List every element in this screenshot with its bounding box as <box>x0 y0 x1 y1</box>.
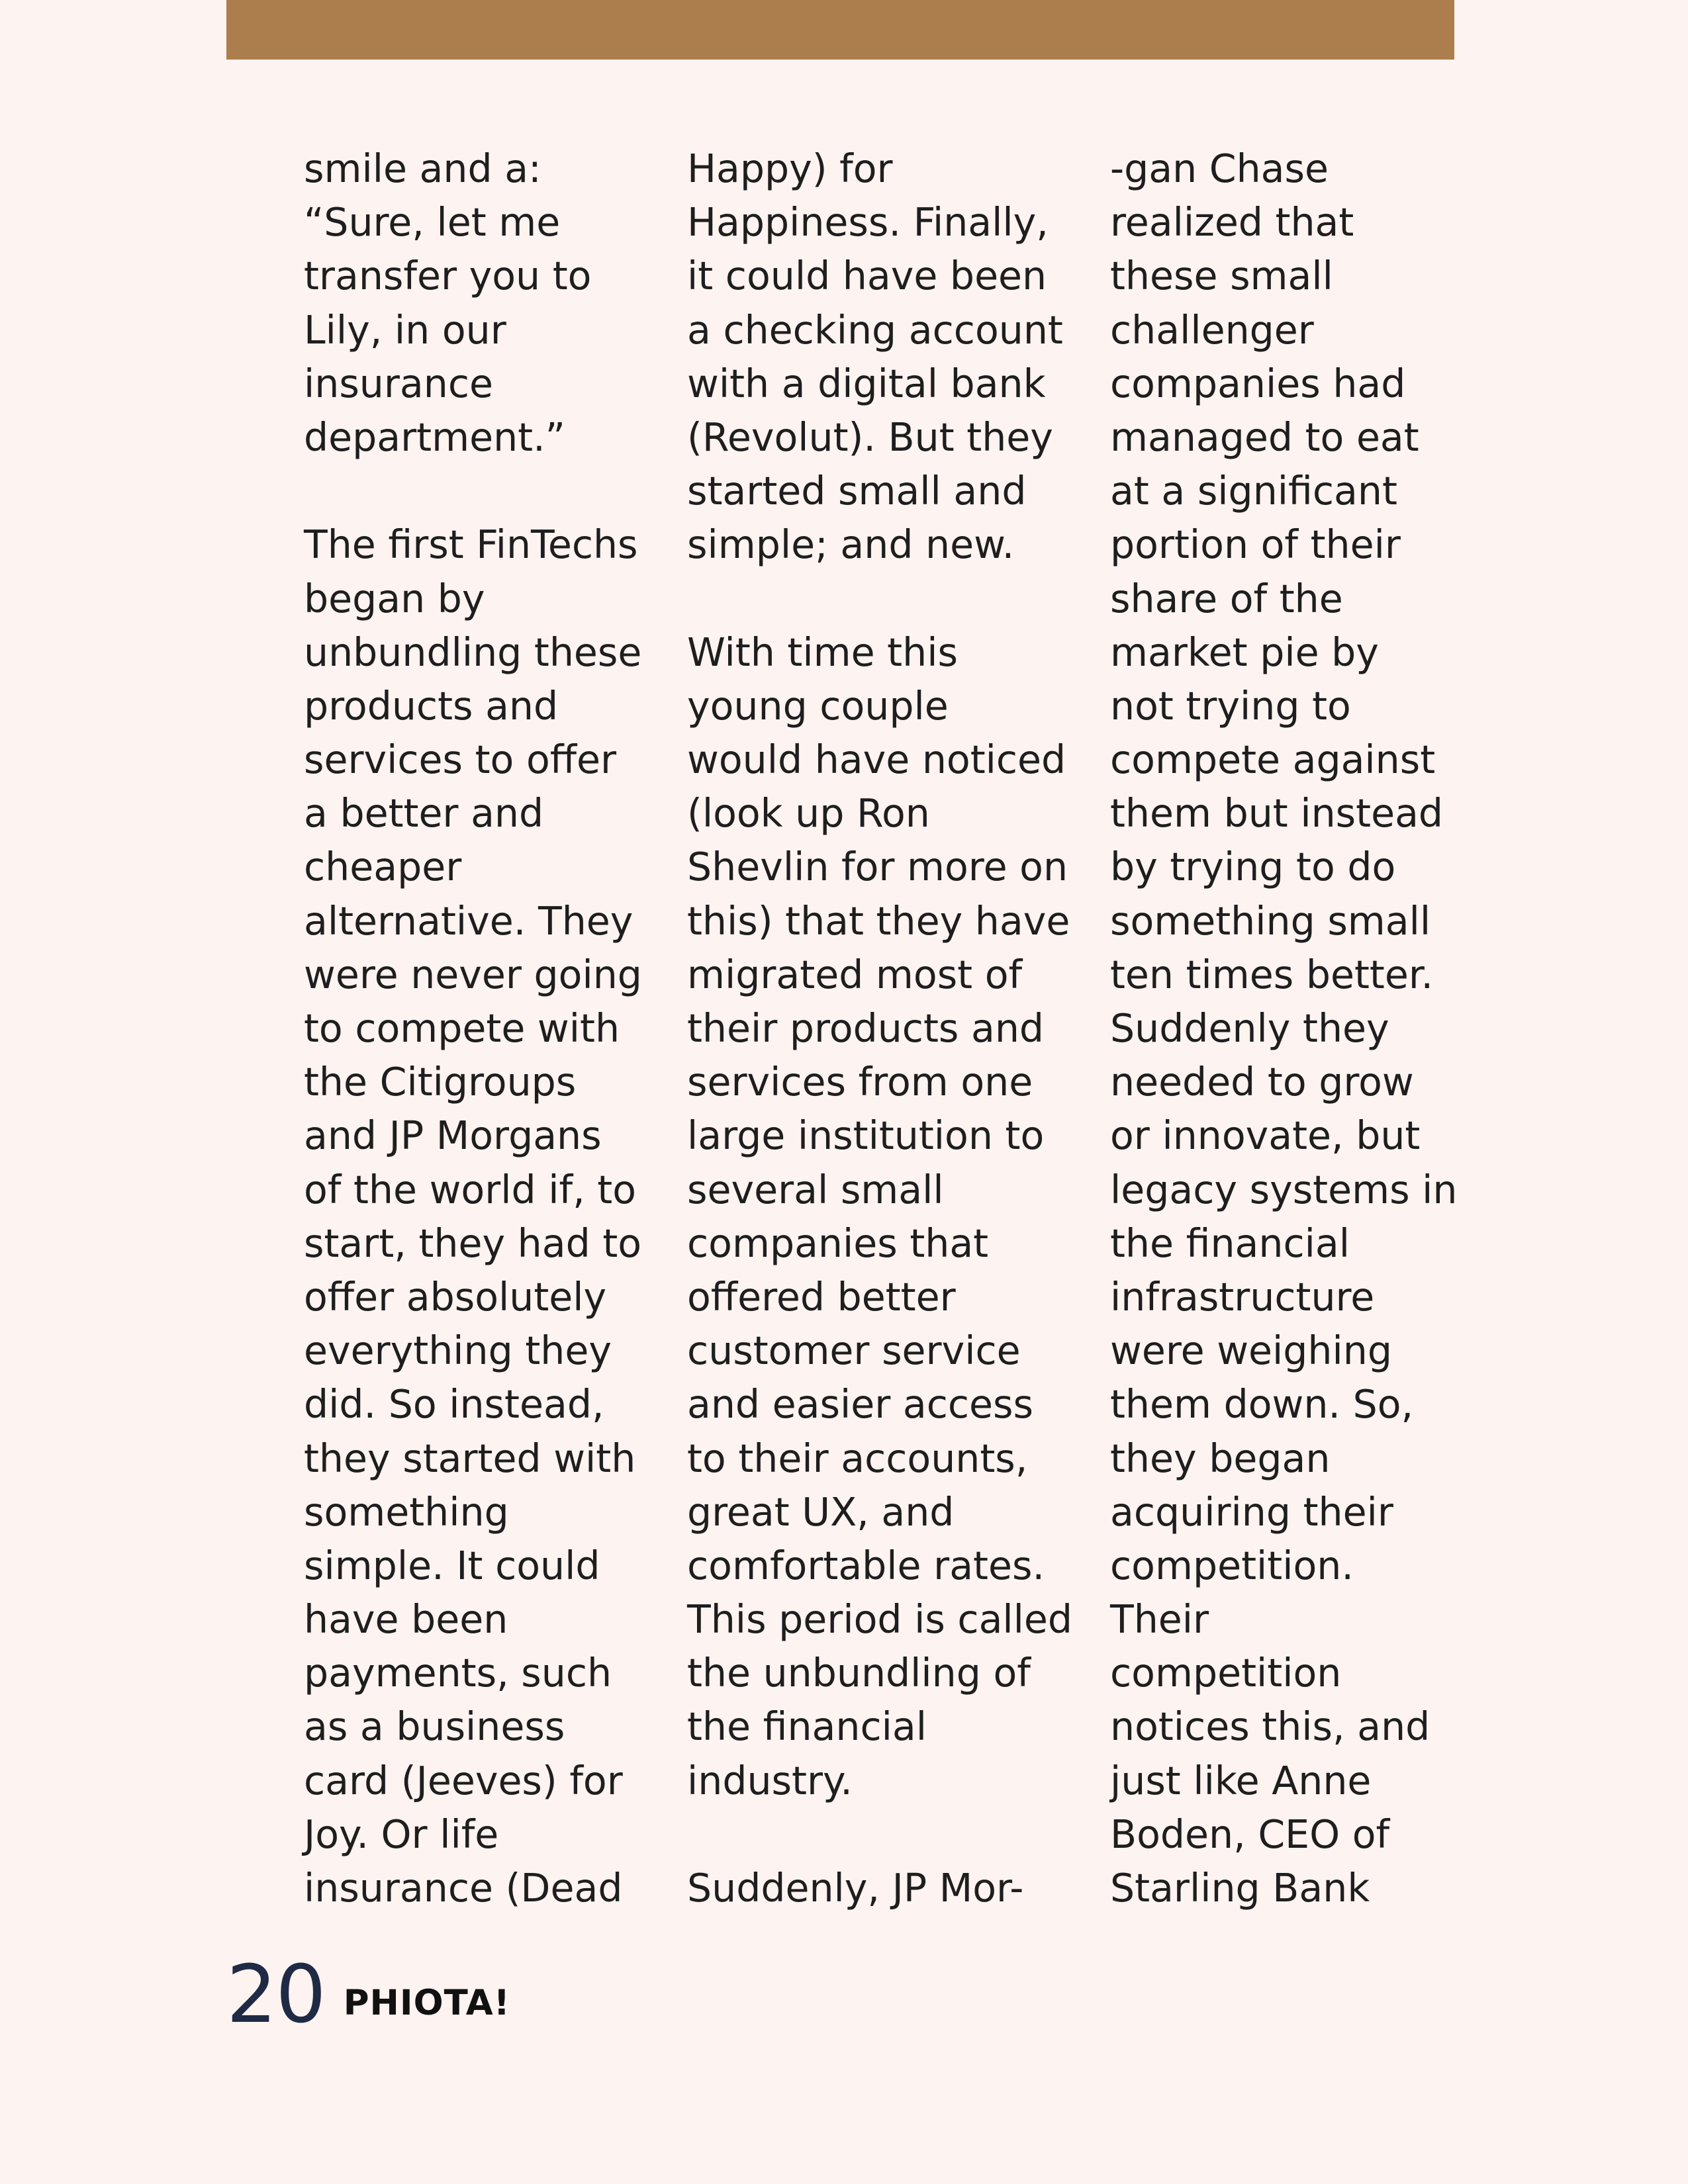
paragraph-spacer <box>687 1808 1071 1862</box>
text-line: Suddenly, JP Mor- <box>687 1866 1024 1911</box>
text-line: offer absolutely <box>304 1274 607 1320</box>
text-line: by trying to do <box>1110 844 1396 890</box>
text-line: insurance <box>304 361 494 406</box>
text-line: everything they <box>304 1328 612 1374</box>
text-line: great UX, and <box>687 1489 955 1535</box>
text-line: and easier access <box>687 1382 1033 1428</box>
text-line: unbundling these <box>304 629 642 675</box>
magazine-name: PHIOTA! <box>343 1983 510 2023</box>
text-line: infrastructure <box>1110 1274 1375 1320</box>
text-line: the Citigroups <box>304 1060 577 1105</box>
text-line: share of the <box>1110 576 1343 621</box>
text-line: just like Anne <box>1110 1758 1372 1803</box>
text-line: customer service <box>687 1328 1021 1374</box>
text-line: started small and <box>687 469 1027 514</box>
text-column-2 <box>687 142 1071 1915</box>
text-line: were never going <box>304 952 642 997</box>
text-line: them but instead <box>1110 791 1444 837</box>
text-line: Boden, CEO of <box>1110 1811 1390 1857</box>
text-line: Happiness. Finally, <box>687 200 1049 246</box>
text-line: young couple <box>687 683 949 729</box>
paragraph-spacer <box>304 465 648 518</box>
text-line: something <box>304 1489 509 1535</box>
text-line: several small <box>687 1167 944 1212</box>
text-line: realized that <box>1110 200 1354 246</box>
text-line: at a significant <box>1110 469 1397 514</box>
text-line: Lily, in our <box>304 307 506 353</box>
text-line: companies had <box>1110 361 1406 406</box>
text-line: comfortable rates. <box>687 1543 1045 1588</box>
text-line: these small <box>1110 253 1333 299</box>
text-line: -gan Chase <box>1110 146 1329 191</box>
text-line: simple. It could <box>304 1543 600 1588</box>
text-line: With time this <box>687 629 958 675</box>
text-line: services from one <box>687 1060 1033 1105</box>
text-line: Their <box>1110 1597 1209 1643</box>
text-line: it could have been <box>687 253 1047 299</box>
text-line: competition <box>1110 1651 1342 1696</box>
text-line: simple; and new. <box>687 522 1015 568</box>
text-line: services to offer <box>304 737 617 783</box>
text-line: companies that <box>687 1220 989 1266</box>
text-line: industry. <box>687 1758 853 1803</box>
text-line: smile and a: <box>304 146 541 191</box>
text-line: to their accounts, <box>687 1435 1028 1481</box>
text-line: to compete with <box>304 1006 620 1051</box>
text-line: card (Jeeves) for <box>304 1758 623 1803</box>
text-line: large institution to <box>687 1113 1045 1159</box>
text-line: (look up Ron <box>687 791 930 837</box>
text-line: department.” <box>304 414 565 460</box>
text-line: notices this, and <box>1110 1704 1430 1750</box>
text-line: a checking account <box>687 307 1063 353</box>
text-line: acquiring their <box>1110 1489 1393 1535</box>
text-line: market pie by <box>1110 629 1379 675</box>
text-line: competition. <box>1110 1543 1354 1588</box>
text-line: or innovate, but <box>1110 1113 1421 1159</box>
text-line: were weighing <box>1110 1328 1392 1374</box>
text-line: the unbundling of <box>687 1651 1031 1696</box>
text-line: Joy. Or life <box>304 1811 499 1857</box>
text-line: migrated most of <box>687 952 1023 997</box>
text-line: alternative. They <box>304 898 633 944</box>
page-footer <box>226 1949 510 2041</box>
text-line: and JP Morgans <box>304 1113 602 1159</box>
text-line: something small <box>1110 898 1431 944</box>
text-line: This period is called <box>687 1597 1073 1643</box>
text-line: their products and <box>687 1006 1045 1051</box>
top-color-bar <box>226 0 1454 60</box>
text-line: products and <box>304 683 559 729</box>
text-line: portion of their <box>1110 522 1401 568</box>
text-line: have been <box>304 1597 508 1643</box>
text-line: offered better <box>687 1274 956 1320</box>
text-line: insurance (Dead <box>304 1866 623 1911</box>
text-line: cheaper <box>304 844 462 890</box>
text-column-3 <box>1110 142 1458 1915</box>
text-line: not trying to <box>1110 683 1351 729</box>
text-line: legacy systems in <box>1110 1167 1458 1212</box>
text-line: did. So instead, <box>304 1382 604 1428</box>
text-line: of the world if, to <box>304 1167 637 1212</box>
text-line: began by <box>304 576 485 621</box>
text-line: transfer you to <box>304 253 592 299</box>
text-line: challenger <box>1110 307 1314 353</box>
text-line: The first FinTechs <box>304 522 638 568</box>
text-column-1 <box>304 142 648 1915</box>
paragraph-spacer <box>687 572 1071 626</box>
text-line: start, they had to <box>304 1220 642 1266</box>
text-line: Shevlin for more on <box>687 844 1068 890</box>
text-line: the financial <box>687 1704 927 1750</box>
text-line: with a digital bank <box>687 361 1046 406</box>
text-line: “Sure, let me <box>304 200 561 246</box>
text-line: Suddenly they <box>1110 1006 1389 1051</box>
page-number: 20 <box>226 1949 325 2041</box>
text-line: payments, such <box>304 1651 612 1696</box>
text-line: the financial <box>1110 1220 1350 1266</box>
text-line: Starling Bank <box>1110 1866 1370 1911</box>
text-line: (Revolut). But they <box>687 414 1053 460</box>
text-line: this) that they have <box>687 898 1070 944</box>
text-line: managed to eat <box>1110 414 1419 460</box>
text-line: as a business <box>304 1704 565 1750</box>
text-line: they started with <box>304 1435 636 1481</box>
text-line: needed to grow <box>1110 1060 1414 1105</box>
text-line: them down. So, <box>1110 1382 1414 1428</box>
text-line: ten times better. <box>1110 952 1434 997</box>
text-line: Happy) for <box>687 146 893 191</box>
text-line: a better and <box>304 791 544 837</box>
text-line: compete against <box>1110 737 1436 783</box>
text-line: they began <box>1110 1435 1331 1481</box>
text-line: would have noticed <box>687 737 1066 783</box>
